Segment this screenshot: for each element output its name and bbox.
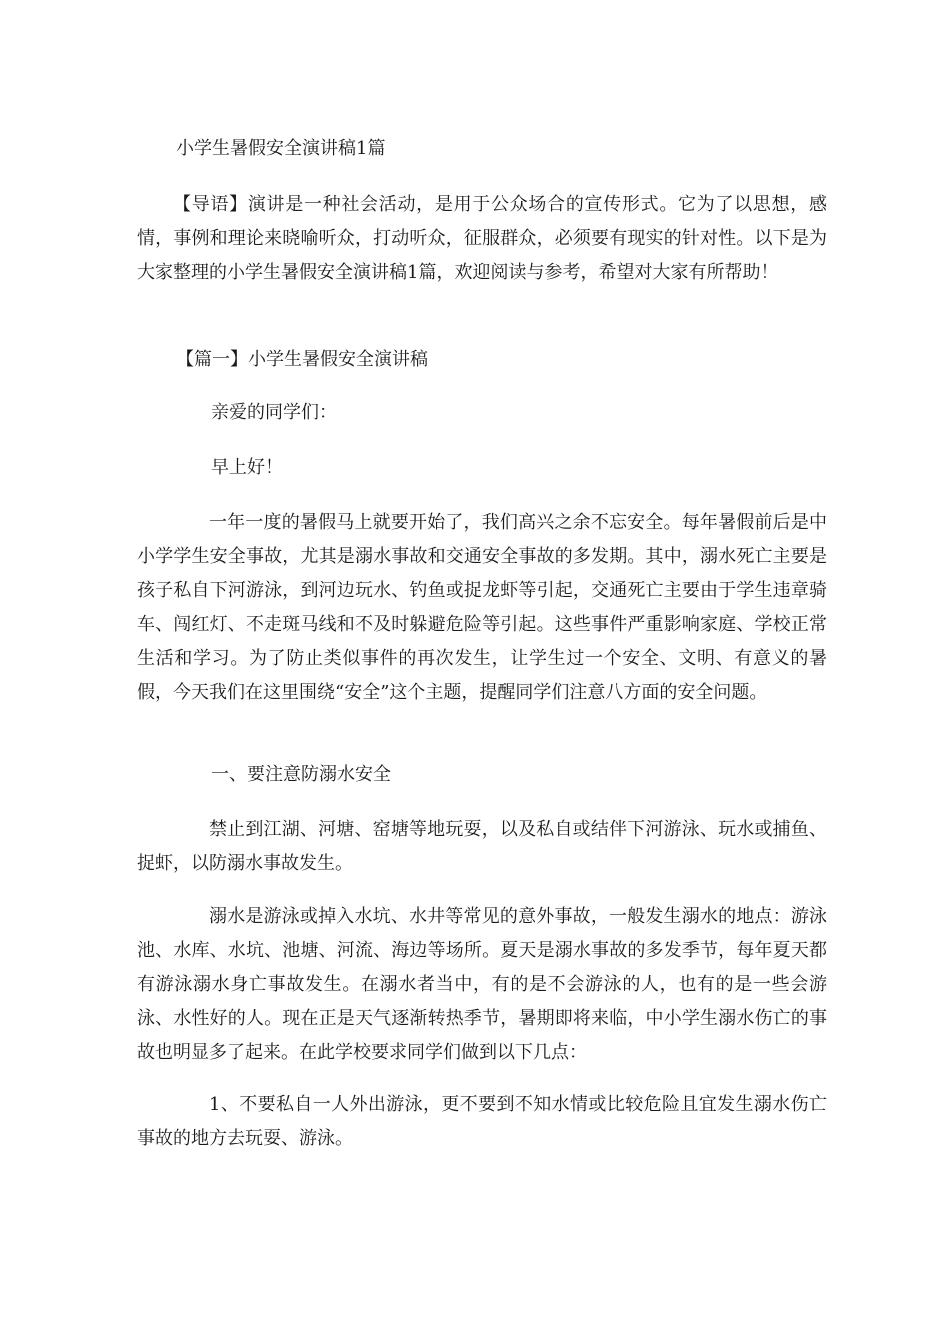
document-title: 小学生暑假安全演讲稿1篇 bbox=[176, 138, 386, 159]
body-paragraph-4: 1、不要私自一人外出游泳，更不要到不知水情或比较危险且宜发生溺水伤亡事故的地方去玩耍、游泳。 bbox=[137, 1094, 827, 1149]
subheading-drowning-safety: 一、要注意防溺水安全 bbox=[211, 764, 391, 785]
body-paragraph-2: 禁止到江湖、河塘、窑塘等地玩耍，以及私自或结伴下河游泳、玩水或捕鱼、捉虾，以防溺水事故发生。 bbox=[137, 819, 827, 874]
body-paragraph-1: 一年一度的暑假马上就要开始了，我们高兴之余不忘安全。每年暑假前后是中小学学生安全事故，尤其是溺水事故和交通安全事故的多发期。其中，溺水死亡主要是孩子私自下河游泳，到河边玩水、钓鱼或捉龙虾等引起，交通死亡主要由于学生违章骑车、闯红灯、不走斑马线和不及时躲避危险等引起。这些事件严重影响家庭、学校正常生活和学习。为了防止类似事件的再次发生，让学生过一个安全、文明、有意义的暑假，今天我们在这里围绕“安全”这个主题，提醒同学们注意八方面的安全问题。 bbox=[137, 512, 827, 703]
morning-greeting: 早上好！ bbox=[211, 457, 283, 478]
section-title: 【篇一】小学生暑假安全演讲稿 bbox=[176, 349, 428, 370]
greeting: 亲爱的同学们： bbox=[211, 402, 337, 423]
intro-paragraph: 【导语】演讲是一种社会活动，是用于公众场合的宣传形式。它为了以思想，感情，事例和理论来晓喻听众，打动听众，征服群众，必须要有现实的针对性。以下是为大家整理的小学生暑假安全演讲稿1篇，欢迎阅读与参考，希望对大家有所帮助！ bbox=[137, 194, 827, 283]
body-paragraph-3: 溺水是游泳或掉入水坑、水井等常见的意外事故，一般发生溺水的地点：游泳池、水库、水坑、池塘、河流、海边等场所。夏天是溺水事故的多发季节，每年夏天都有游泳溺水身亡事故发生。在溺水者当中，有的是不会游泳的人，也有的是一些会游泳、水性好的人。现在正是天气逐渐转热季节，暑期即将来临，中小学生溺水伤亡的事故也明显多了起来。在此学校要求同学们做到以下几点： bbox=[137, 906, 827, 1063]
